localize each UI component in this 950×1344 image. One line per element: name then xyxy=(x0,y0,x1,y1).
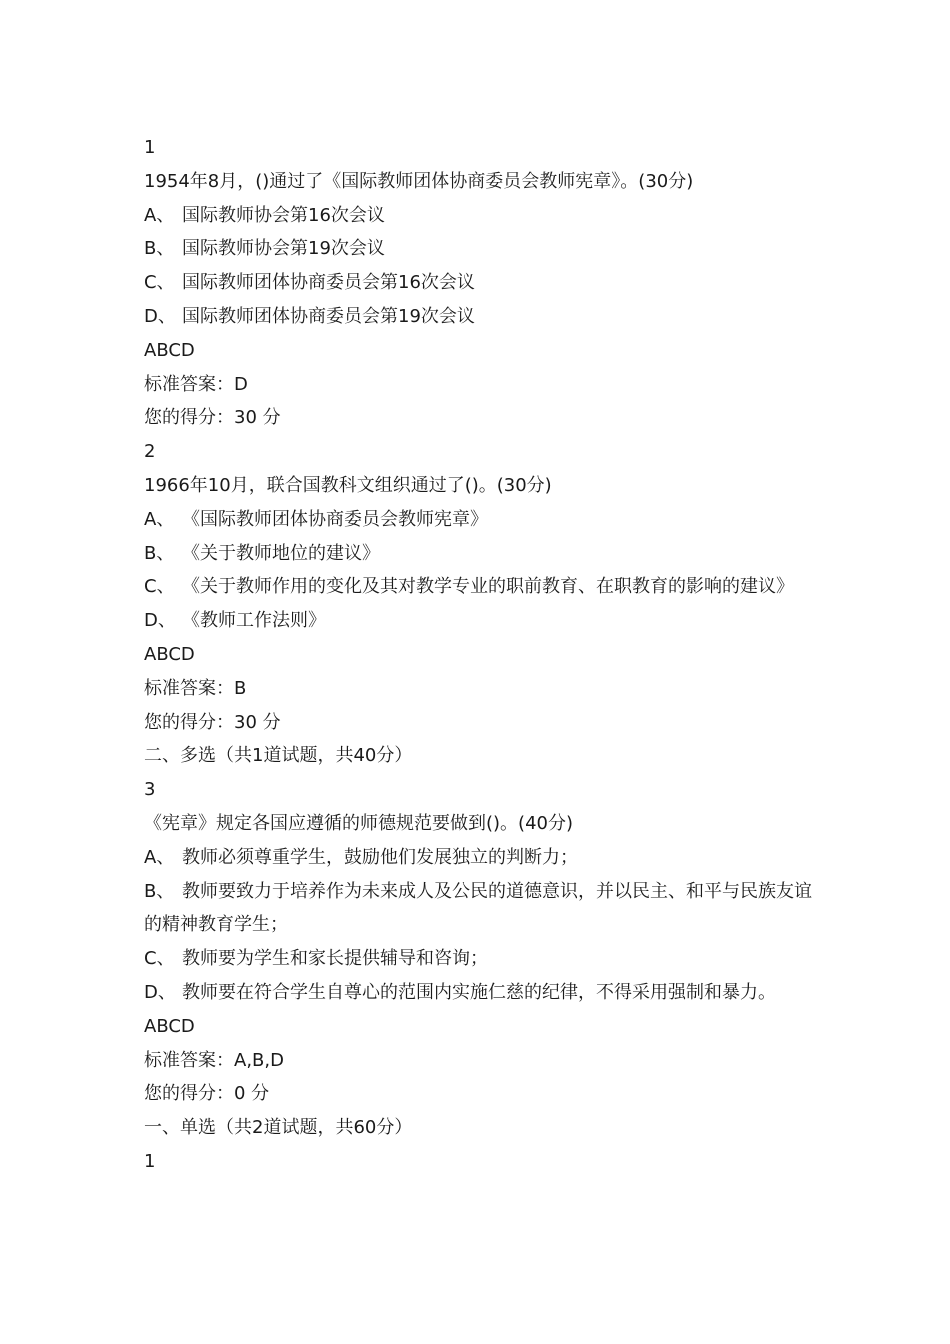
section-heading-single: 一、单选（共2道试题，共60分） xyxy=(144,1117,413,1139)
standard-answer: 标准答案：D xyxy=(144,373,248,395)
option-letter: B、 xyxy=(144,238,175,260)
question-stem: 1966年10月，联合国教科文组织通过了()。(30分) xyxy=(144,474,552,496)
option-letter: B、 xyxy=(144,880,175,902)
choices-line: ABCD xyxy=(144,339,195,361)
user-score: 您的得分：30 分 xyxy=(144,407,281,429)
option-d xyxy=(144,300,824,334)
option-b xyxy=(144,875,824,943)
option-text: 《国际教师团体协商委员会教师宪章》 xyxy=(182,508,488,530)
user-score: 您的得分：30 分 xyxy=(144,711,281,733)
question-number: 1 xyxy=(144,137,156,158)
option-d xyxy=(144,604,824,638)
choices-line: ABCD xyxy=(144,643,195,665)
option-text: 教师要为学生和家长提供辅导和咨询； xyxy=(182,948,488,970)
option-letter: D、 xyxy=(144,610,176,632)
question-number: 1 xyxy=(144,1150,156,1172)
option-text: 《关于教师作用的变化及其对教学专业的职前教育、在职教育的影响的建议》 xyxy=(182,576,794,598)
option-letter: D、 xyxy=(144,981,176,1003)
option-text: 教师要在符合学生自尊心的范围内实施仁慈的纪律，不得采用强制和暴力。 xyxy=(182,981,776,1003)
question-number: 3 xyxy=(144,779,156,801)
question-number: 2 xyxy=(144,441,156,463)
document-content xyxy=(144,131,824,1179)
question-stem: 1954年8月，()通过了《国际教师团体协商委员会教师宪章》。(30分) xyxy=(144,170,694,192)
option-c xyxy=(144,266,824,300)
option-letter: B、 xyxy=(144,542,175,564)
option-text: 《关于教师地位的建议》 xyxy=(182,542,380,564)
option-text: 国际教师团体协商委员会第19次会议 xyxy=(182,305,475,327)
option-letter: C、 xyxy=(144,576,175,598)
user-score: 您的得分：0 分 xyxy=(144,1083,270,1105)
option-a xyxy=(144,503,824,537)
option-c xyxy=(144,570,824,604)
standard-answer: 标准答案：A,B,D xyxy=(144,1049,284,1071)
option-letter: A、 xyxy=(144,508,175,530)
question-stem: 《宪章》规定各国应遵循的师德规范要做到()。(40分) xyxy=(144,812,573,834)
option-letter: D、 xyxy=(144,305,176,327)
option-letter: A、 xyxy=(144,846,175,868)
option-text: 国际教师协会第19次会议 xyxy=(182,238,385,260)
option-letter: C、 xyxy=(144,272,175,294)
section-heading-multi: 二、多选（共1道试题，共40分） xyxy=(144,745,413,767)
option-a xyxy=(144,841,824,875)
option-b xyxy=(144,232,824,266)
option-text: 教师必须尊重学生，鼓励他们发展独立的判断力； xyxy=(182,846,578,868)
option-text: 《教师工作法则》 xyxy=(182,610,326,632)
option-text: 国际教师协会第16次会议 xyxy=(182,204,385,226)
option-letter: C、 xyxy=(144,948,175,970)
option-c xyxy=(144,942,824,976)
option-letter: A、 xyxy=(144,204,175,226)
option-text: 教师要致力于培养作为未来成人及公民的道德意识，并以民主、和平与民族友谊的精神教育学生； xyxy=(144,880,812,936)
standard-answer: 标准答案：B xyxy=(144,677,247,699)
option-b xyxy=(144,537,824,571)
option-d xyxy=(144,976,824,1010)
option-a xyxy=(144,199,824,233)
option-text: 国际教师团体协商委员会第16次会议 xyxy=(182,272,475,294)
choices-line: ABCD xyxy=(144,1015,195,1037)
